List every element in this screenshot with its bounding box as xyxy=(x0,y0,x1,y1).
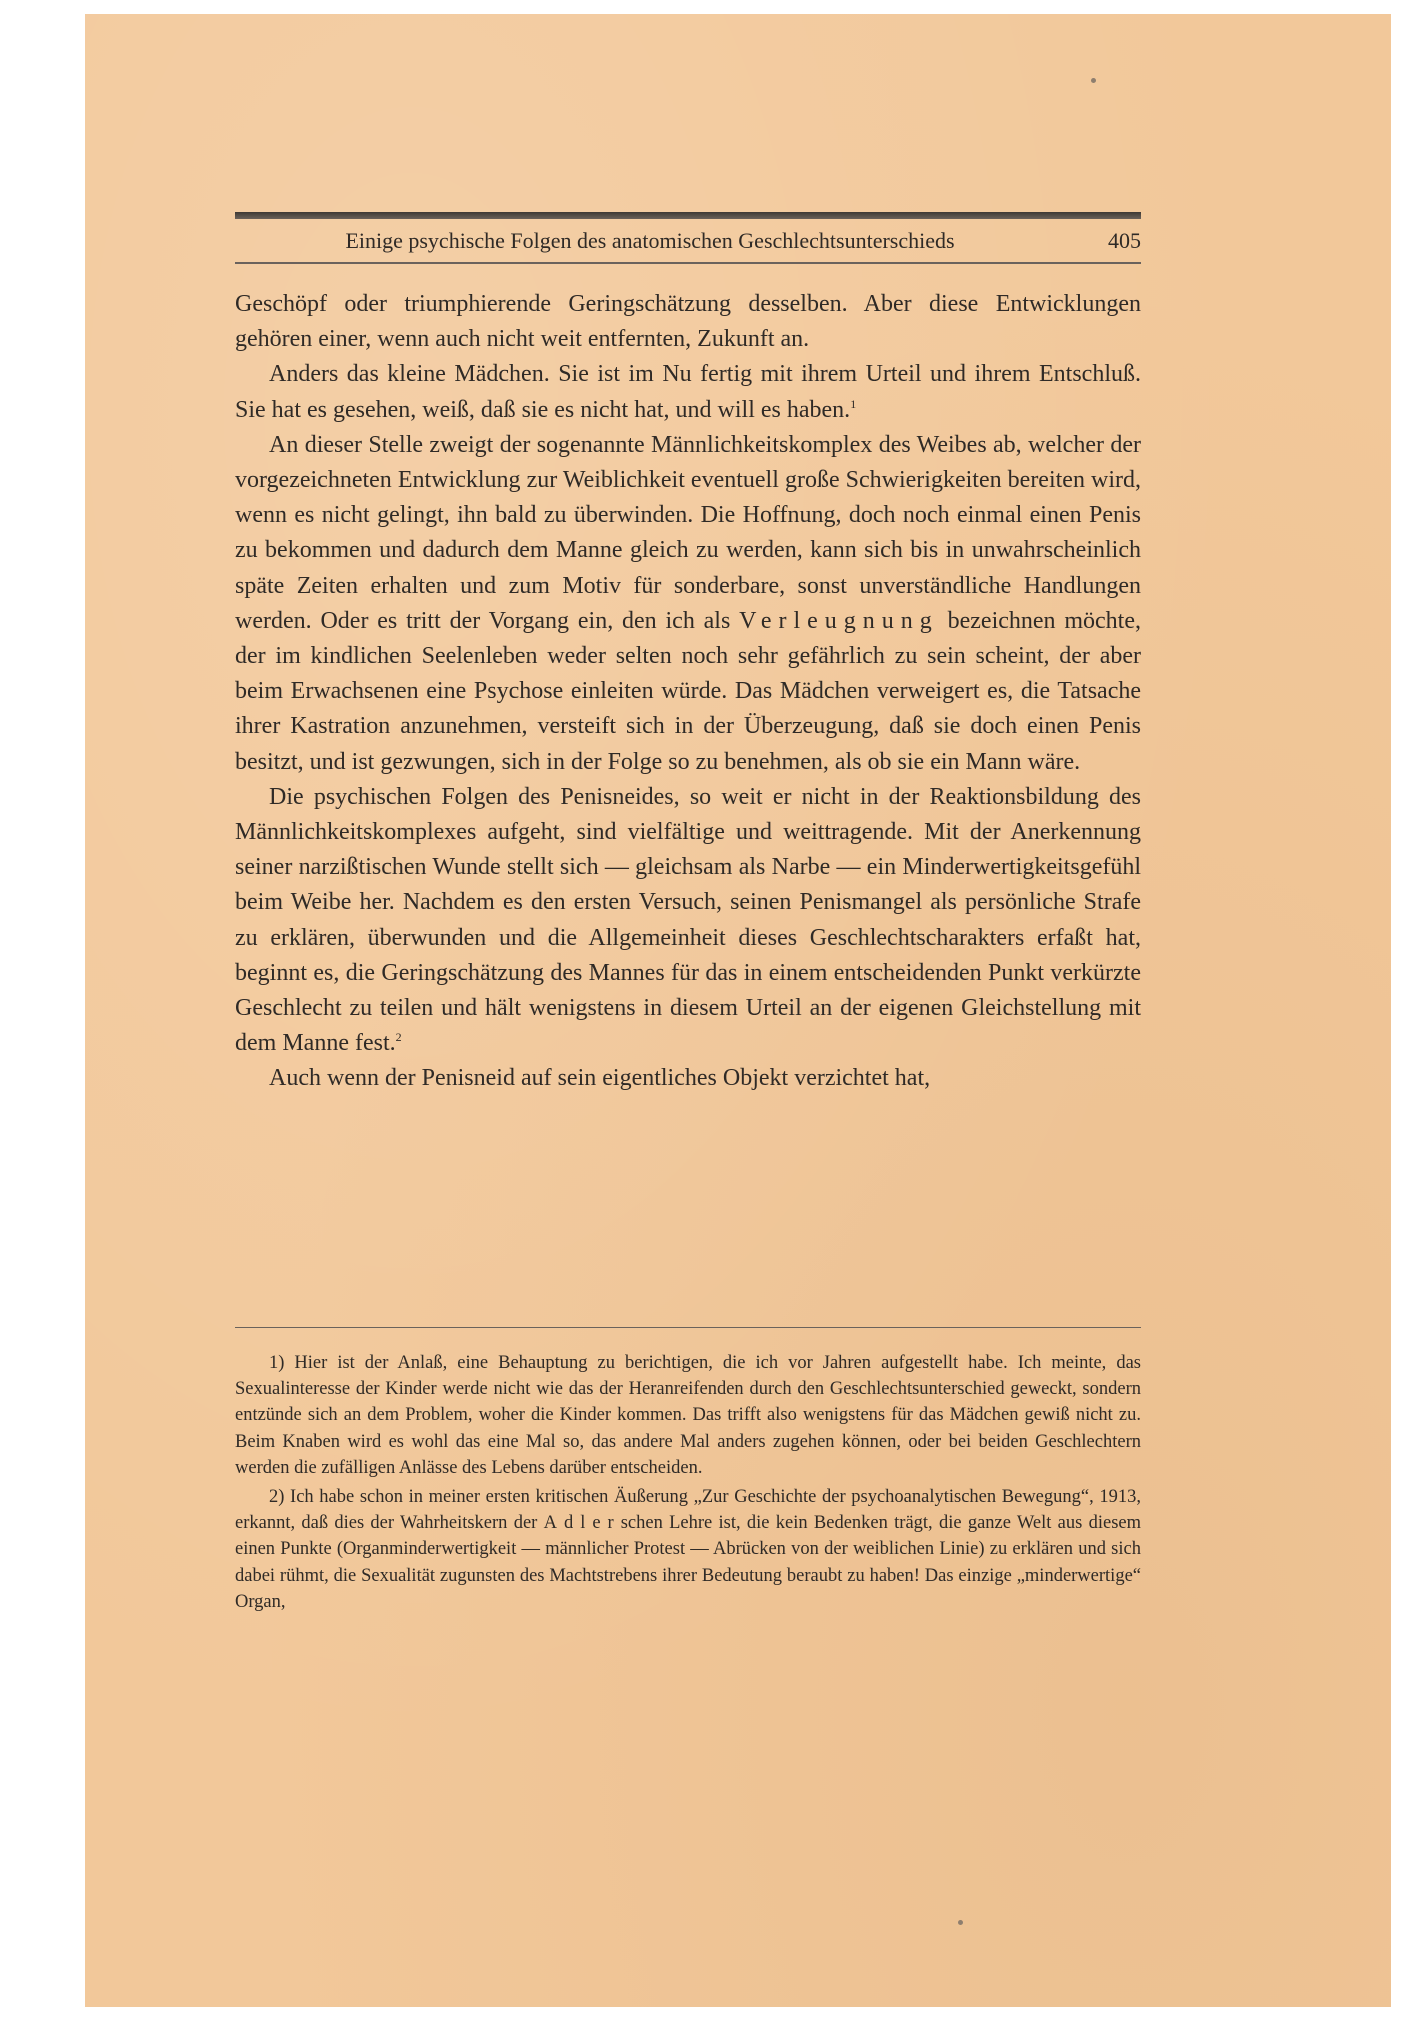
paragraph-2 xyxy=(235,357,1141,427)
paragraph-4 xyxy=(235,780,1141,1062)
paper-speck xyxy=(1091,78,1096,83)
paragraph-3-text-b: bezeichnen möchte, der im kindlichen Seelenleben weder selten noch sehr gefährlich zu sein scheint, der aber beim Erwachsenen eine Psychose einleiten würde. Das Mädchen verweigert es, die Tatsache ihrer Kastration anzunehmen, versteift sich in der Überzeugung, daß sie doch einen Penis besitzt, und ist gezwungen, sich in der Folge so zu benehmen, als ob sie ein Mann wäre. xyxy=(235,607,1142,775)
footnote-2-text-b: schen Lehre ist, die kein Bedenken trägt, die ganze Welt aus diesem einen Punkte (Organminderwertigkeit — männlicher Protest — Abrücken von der weiblichen Linie) zu erklären und sich dabei rühmt, die Sexualität zugunsten des Machtstrebens ihrer Bedeutung beraubt zu haben! Das einzige „minderwertige“ Organ, xyxy=(235,1513,1141,1612)
emphasized-term: Verleugnung xyxy=(739,607,939,634)
footnote-emphasized-name: Adler xyxy=(543,1513,621,1534)
footnote-marker-1: 1 xyxy=(850,396,857,411)
page-number: 405 xyxy=(1108,228,1141,253)
footnotes xyxy=(235,1350,1141,1618)
footnote-1: 1) Hier ist der Anlaß, eine Behauptung zu berichtigen, die ich vor Jahren aufgestellt habe. Ich meinte, das Sexualinteresse der Kinder werde nicht wie das der Heranreifenden durch den Geschlechtsunterschied geweckt, sondern entzünde sich an dem Problem, woher die Kinder kommen. Das trifft also wenigstens für das Mädchen gewiß nicht zu. Beim Knaben wird es wohl das eine Mal so, das andere Mal anders zugehen können, oder bei beiden Geschlechtern werden die zufälligen Anlässe des Lebens darüber entscheiden. xyxy=(235,1353,1141,1478)
paragraph-3 xyxy=(235,428,1141,780)
footnote-rule xyxy=(235,1327,1141,1328)
footnote-2-text-a: 2) Ich habe schon in meiner ersten kritischen Äußerung „Zur Geschichte der psychoanalytischen Bewegung“, 1913, erkannt, daß dies der Wahrheitskern der xyxy=(235,1487,1141,1534)
footnote-2 xyxy=(235,1484,1141,1615)
body-text xyxy=(235,287,1141,1097)
paragraph-3-text-a: An dieser Stelle zweigt der sogenannte Männlichkeitskomplex des Weibes ab, welcher der vorgezeichneten Entwicklung zur Weiblichkeit eventuell große Schwierigkeiten bereiten wird, wenn es nicht gelingt, ihn bald zu überwinden. Die Hoffnung, doch noch einmal einen Penis zu bekommen und dadurch dem Manne gleich zu werden, kann sich bis in unwahrscheinlich späte Zeiten erhalten und zum Motiv für sonderbare, sonst unverständliche Handlungen werden. Oder es tritt der Vorgang ein, den ich als xyxy=(235,431,1141,634)
running-head-title: Einige psychische Folgen des anatomischen Geschlechtsunterschieds xyxy=(345,228,955,253)
paragraph-5: Auch wenn der Penisneid auf sein eigentliches Objekt verzichtet hat, xyxy=(269,1065,931,1092)
running-head xyxy=(235,226,1141,256)
paragraph-2-text: Anders das kleine Mädchen. Sie ist im Nu fertig mit ihrem Urteil und ihrem Entschluß. Sie hat es gesehen, weiß, daß sie es nicht hat, und will es haben. xyxy=(235,361,1141,423)
footnote-marker-2: 2 xyxy=(395,1030,402,1045)
header-rule xyxy=(235,262,1141,264)
paper-speck xyxy=(958,1920,963,1925)
header-bar xyxy=(235,212,1141,219)
paragraph-1: Geschöpf oder triumphierende Geringschätzung desselben. Aber diese Entwicklungen gehören einer, wenn auch nicht weit entfernten, Zukunft an. xyxy=(235,291,1141,353)
paragraph-4-text: Die psychischen Folgen des Penisneides, so weit er nicht in der Reaktionsbildung des Männlichkeitskomplexes aufgeht, sind vielfältige und weittragende. Mit der Anerkennung seiner narzißtischen Wunde stellt sich — gleichsam als Narbe — ein Minderwertigkeitsgefühl beim Weibe her. Nachdem es den ersten Versuch, seinen Penismangel als persönliche Strafe zu erklären, überwunden und die Allgemeinheit dieses Geschlechtscharakters erfaßt hat, beginnt es, die Geringschätzung des Mannes für das in einem entscheidenden Punkt verkürzte Geschlecht zu teilen und hält wenigstens in diesem Urteil an der eigenen Gleichstellung mit dem Manne fest. xyxy=(235,783,1141,1057)
